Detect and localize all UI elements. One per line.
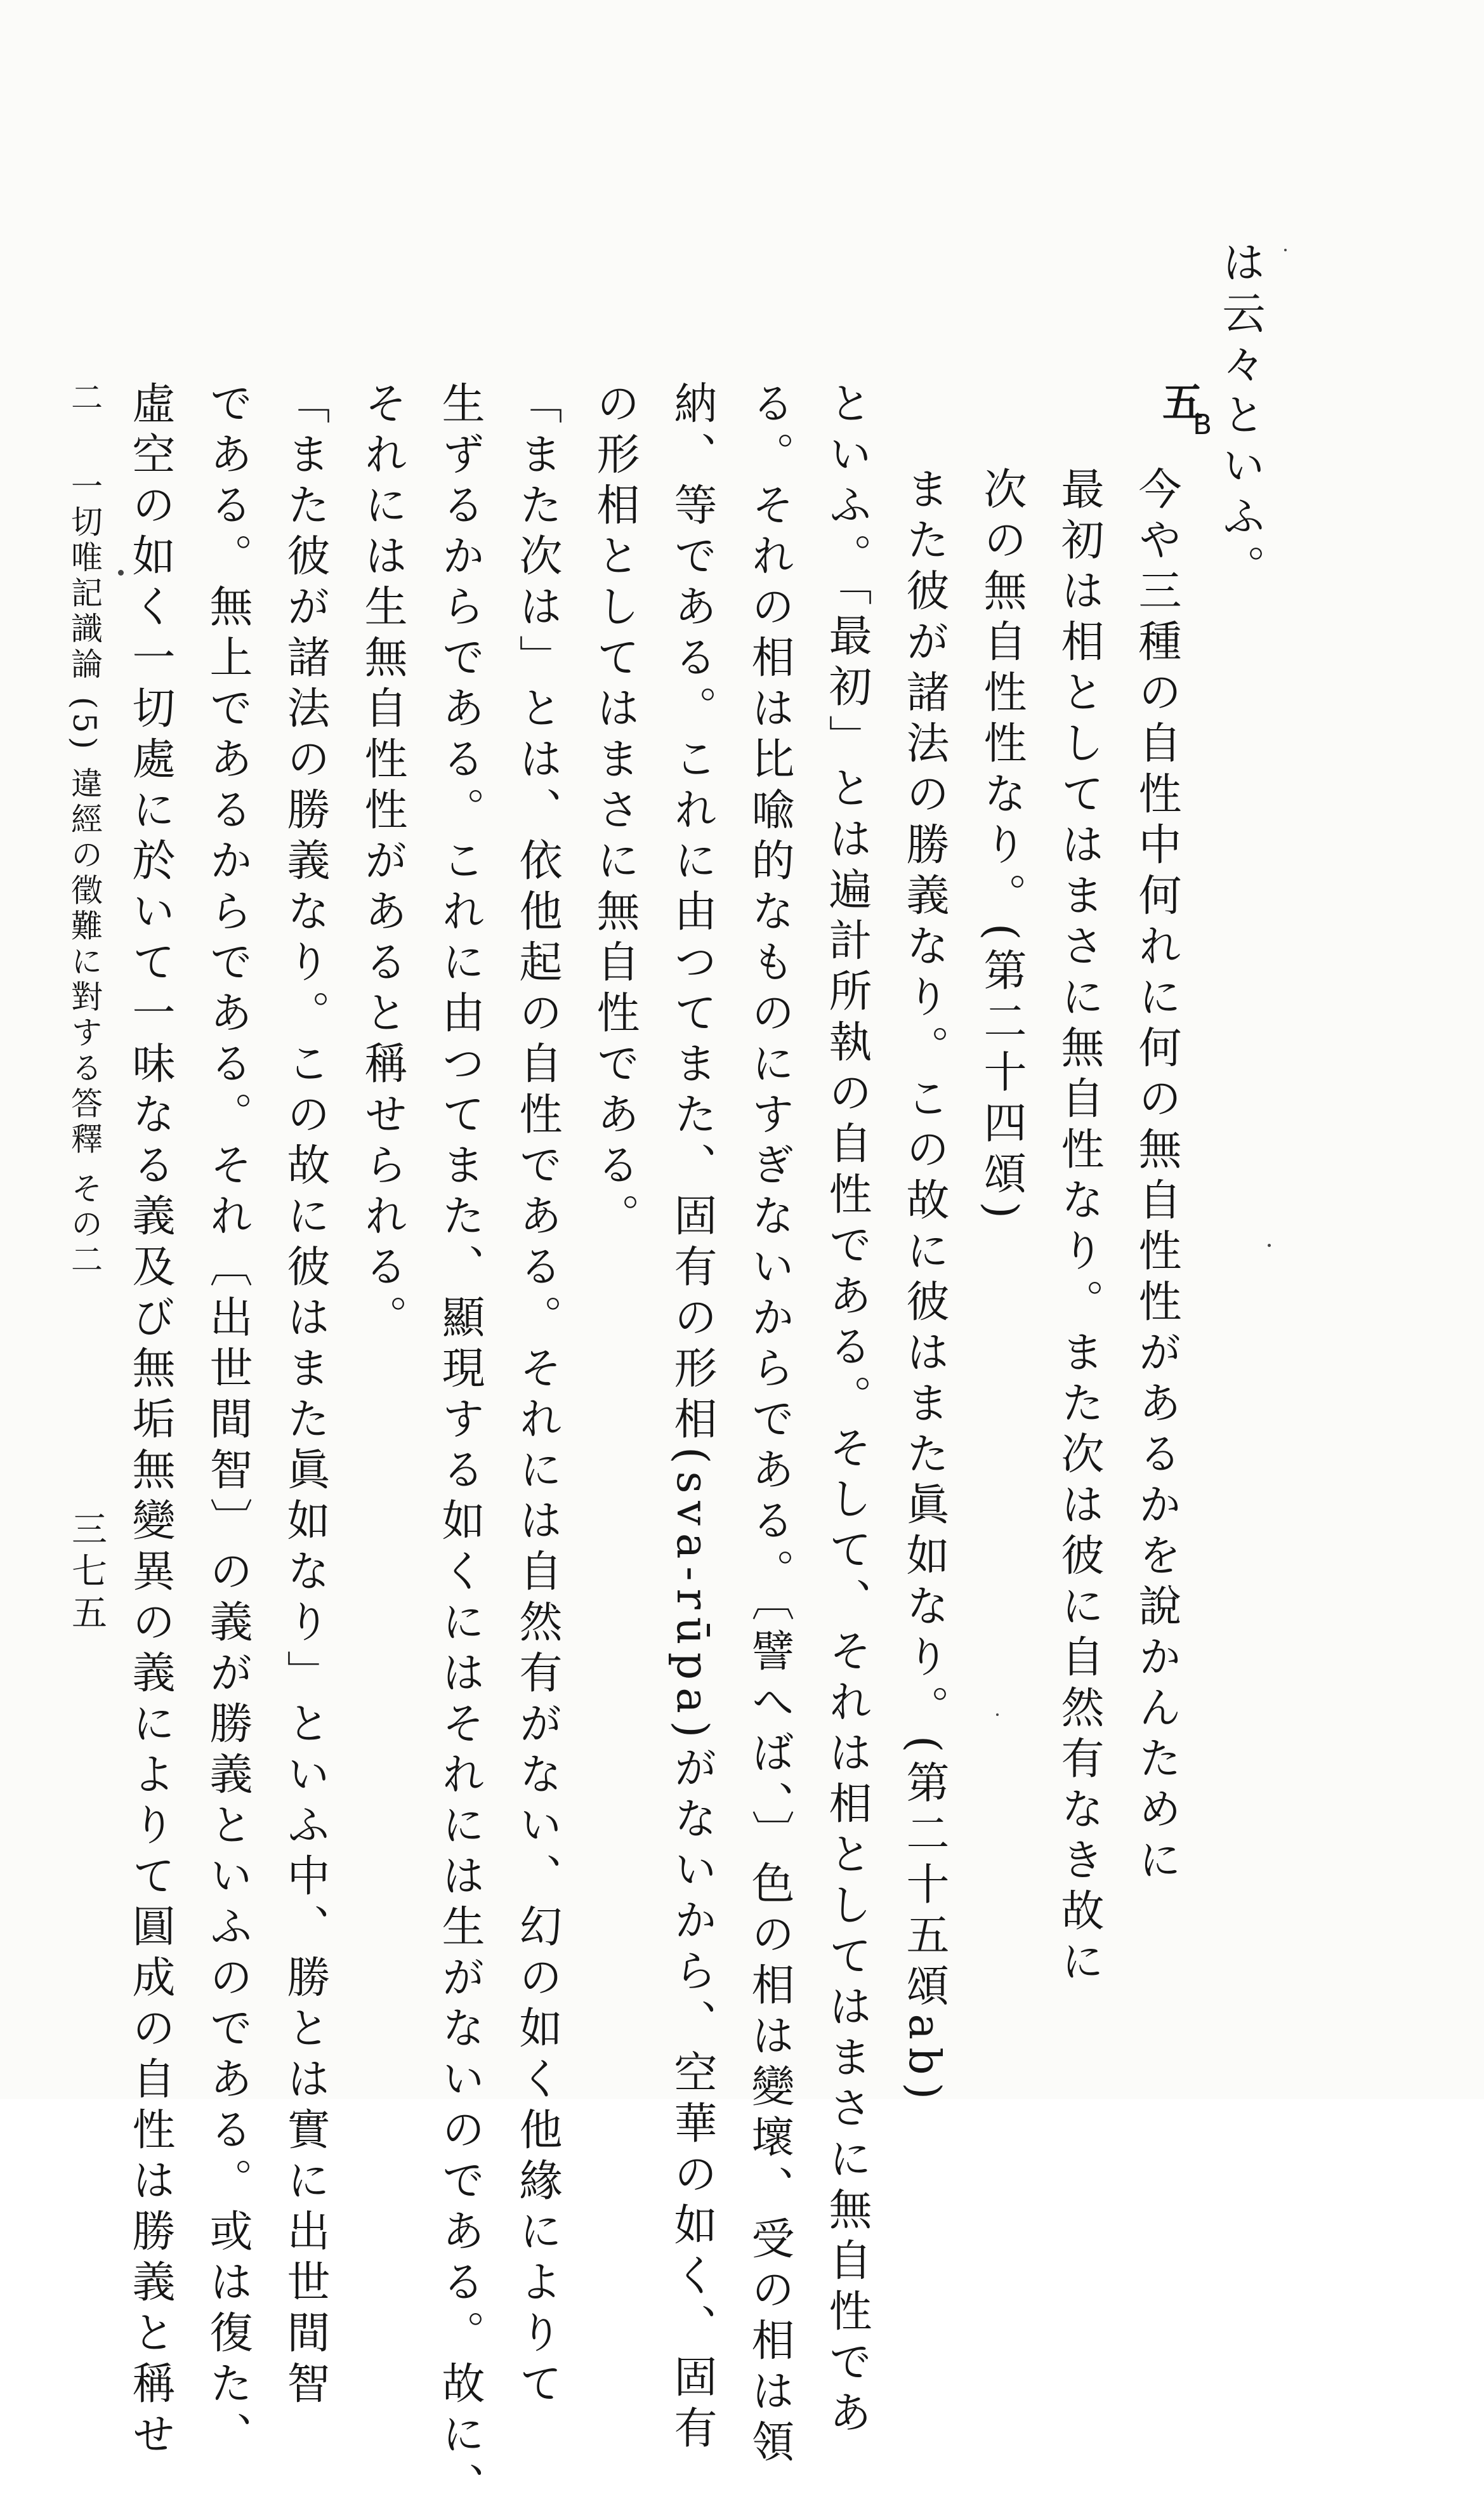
text-line-9: の形相としてはまさに無自性である。 — [589, 381, 640, 1244]
scan-speck — [1284, 249, 1287, 251]
header-section-numeral: 二 — [66, 381, 103, 416]
text-line-12: それには生無自性性があると稱せられる。 — [357, 381, 407, 1345]
text-line-11: 生ずるからである。これに由つてまた、顯現する如くにはそれには生がないのである。故に、 — [435, 381, 485, 2513]
scan-speck — [1268, 1244, 1271, 1247]
text-line-15: 虛空の如く一切處に於いて一味なる義及び無垢無變異の義によりて圓成の自性は勝義と稱せ — [125, 381, 175, 2462]
text-line-10: 「また次は」とは、依他起の自性である。それには自然有がない、幻の如く他緣によりて — [512, 381, 562, 2411]
scan-speck — [118, 570, 124, 576]
running-header — [66, 381, 103, 1279]
text-line-1: は云々といふ。 — [1215, 240, 1265, 595]
text-line-14: である。無上であるからである。それ〔出世間智〕の義が勝義といふのである。或は復た、 — [202, 381, 253, 2462]
text-line-5: また彼が諸法の勝義なり。この故に彼はまた眞如なり。(第二十五頌ab) — [899, 466, 949, 2107]
text-line-3: 最初は相としてはまさに無自性なり。また次は彼に自然有なき故に — [1054, 466, 1104, 1989]
section-number: 五 — [1155, 381, 1202, 421]
header-title: 一切唯記識論 (5) 違經の徵難に對する答釋 その二 — [66, 469, 103, 1279]
text-line-2: 今や三種の自性中何れに何の無自性性があるかを說かんために — [1131, 466, 1181, 1888]
scan-speck — [996, 1713, 999, 1716]
text-line-8: 納、等である。これに由つてまた、固有の形相(sva-rūpa)がないから、空華の如く、固有 — [667, 381, 717, 2457]
text-line-13: 「また彼が諸法の勝義なり。この故に彼はまた眞如なり」といふ中、勝とは實に出世間智 — [280, 381, 330, 2411]
section-letter: B — [1193, 409, 1212, 441]
text-line-6: といふ。「最初」とは遍計所執の自性である。そして、それは相としてはまさに無自性であ — [822, 381, 872, 2441]
text-line-4: 次の無自性性なり。(第二十四頌) — [976, 466, 1027, 1227]
page-number: 三七五 — [66, 1510, 107, 1636]
text-line-7: る。それの相は比喩的なものにすぎないからである。〔譬へば、〕色の相は變壞、受の相は領 — [744, 381, 794, 2470]
